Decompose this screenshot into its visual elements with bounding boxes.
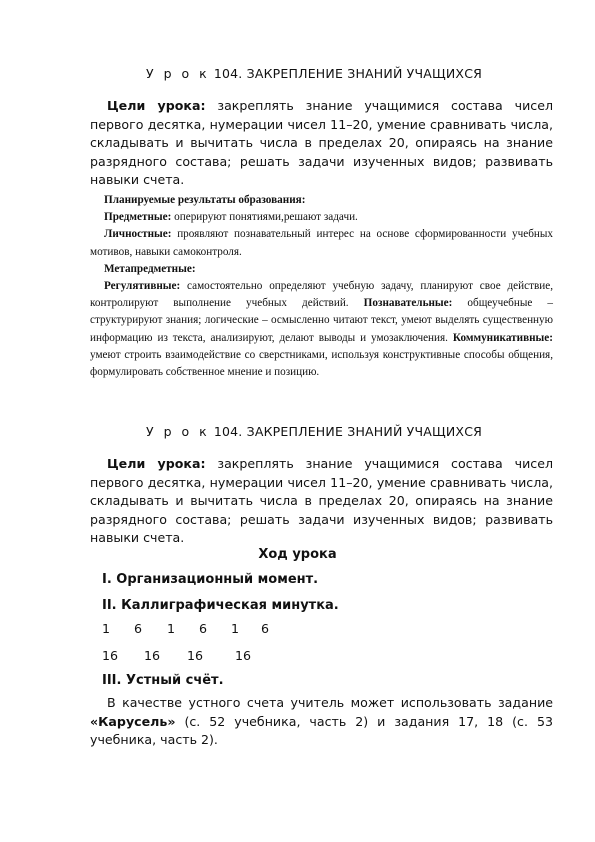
personal-label: Личностные: <box>104 228 172 241</box>
oral-count-text <box>90 694 553 750</box>
lesson-title-prefix-repeat: У р о к <box>145 424 210 439</box>
results-subject <box>90 209 553 226</box>
calligraphy-digit: 6 <box>261 621 270 636</box>
regulatory-label: Регулятивные: <box>104 280 181 293</box>
lesson-title-prefix: У р о к <box>145 66 210 81</box>
calligraphy-number: 16 <box>235 648 252 663</box>
cognitive-text: общеучебные – структурируют знания; логические – осмысленно читают текст, умеют выделять существенную информацию из текста, анализируют, делают выводы и умозаключения. <box>90 297 553 344</box>
calligraphy-row-1 <box>102 621 269 636</box>
section-oral-count: III. Устный счёт. <box>102 673 224 688</box>
results-personal <box>90 226 553 260</box>
calligraphy-digit: 6 <box>199 621 208 636</box>
lesson-title-rest-repeat: 104. ЗАКРЕПЛЕНИЕ ЗНАНИЙ УЧАЩИХСЯ <box>209 424 483 439</box>
cognitive-label: Познавательные: <box>363 297 453 310</box>
goals-label: Цели урока: <box>107 98 206 113</box>
calligraphy-digit: 1 <box>102 621 111 636</box>
communicative-text: умеют строить взаимодействие со сверстниками, используя конструктивные способы общения, формулировать собственное мнение и позицию. <box>90 348 553 379</box>
lesson-title <box>104 66 524 81</box>
section-calligraphy: II. Каллиграфическая минутка. <box>102 598 339 613</box>
subject-text: оперируют понятиями,решают задачи. <box>171 211 358 224</box>
planned-results <box>90 192 553 381</box>
regulatory-text: самостоятельно определяют учебную задачу, планируют свое действие, контролируют выполнение учебных действий. <box>90 280 553 310</box>
goals-label-repeat: Цели урока: <box>107 456 206 471</box>
lesson-title-repeat <box>104 424 524 439</box>
calligraphy-row-2 <box>102 648 251 663</box>
results-meta-heading <box>90 261 553 278</box>
calligraphy-number: 16 <box>102 648 119 663</box>
subject-label: Предметные: <box>104 211 172 224</box>
results-meta <box>90 278 553 381</box>
results-heading-text: Планируемые результаты образования: <box>104 194 306 206</box>
goals-text-repeat: закреплять знание учащимися состава чисел первого десятка, нумерации чисел 11–20, умение сравнивать числа, складывать и вычитать числа в пределах 20, опираясь на знание разрядного состава; решать задачи изученных видов; развивать навыки счета. <box>90 456 553 546</box>
goals-text: закреплять знание учащимися состава чисел первого десятка, нумерации чисел 11–20, умение сравнивать числа, складывать и вычитать числа в пределах 20, опираясь на знание разрядного состава; решать задачи изученных видов; развивать навыки счета. <box>90 98 553 188</box>
lesson-title-rest: 104. ЗАКРЕПЛЕНИЕ ЗНАНИЙ УЧАЩИХСЯ <box>209 66 483 81</box>
oral-bold: «Карусель» <box>90 713 176 729</box>
communicative-label: Коммуникативные: <box>452 331 553 344</box>
section-organizational: I. Организационный момент. <box>102 572 319 587</box>
lesson-goals <box>90 97 553 190</box>
course-heading: Ход урока <box>258 547 337 562</box>
calligraphy-digit: 6 <box>134 621 143 636</box>
calligraphy-number: 16 <box>187 648 204 663</box>
meta-heading-text: Метапредметные: <box>104 262 196 275</box>
calligraphy-digit: 1 <box>167 621 176 636</box>
oral-text-1: В качестве устного счета учитель может использовать задание <box>107 695 553 710</box>
oral-text-2: (с. 52 учебника, часть 2) и задания 17, 18 (с. 53 учебника, часть 2). <box>90 713 553 748</box>
personal-text: проявляют познавательный интерес на основе сформированности учебных мотивов, навыки самоконтроля. <box>90 228 553 258</box>
lesson-goals-repeat <box>90 455 553 548</box>
calligraphy-digit: 1 <box>231 621 240 636</box>
results-heading <box>90 192 553 209</box>
calligraphy-number: 16 <box>144 648 161 663</box>
